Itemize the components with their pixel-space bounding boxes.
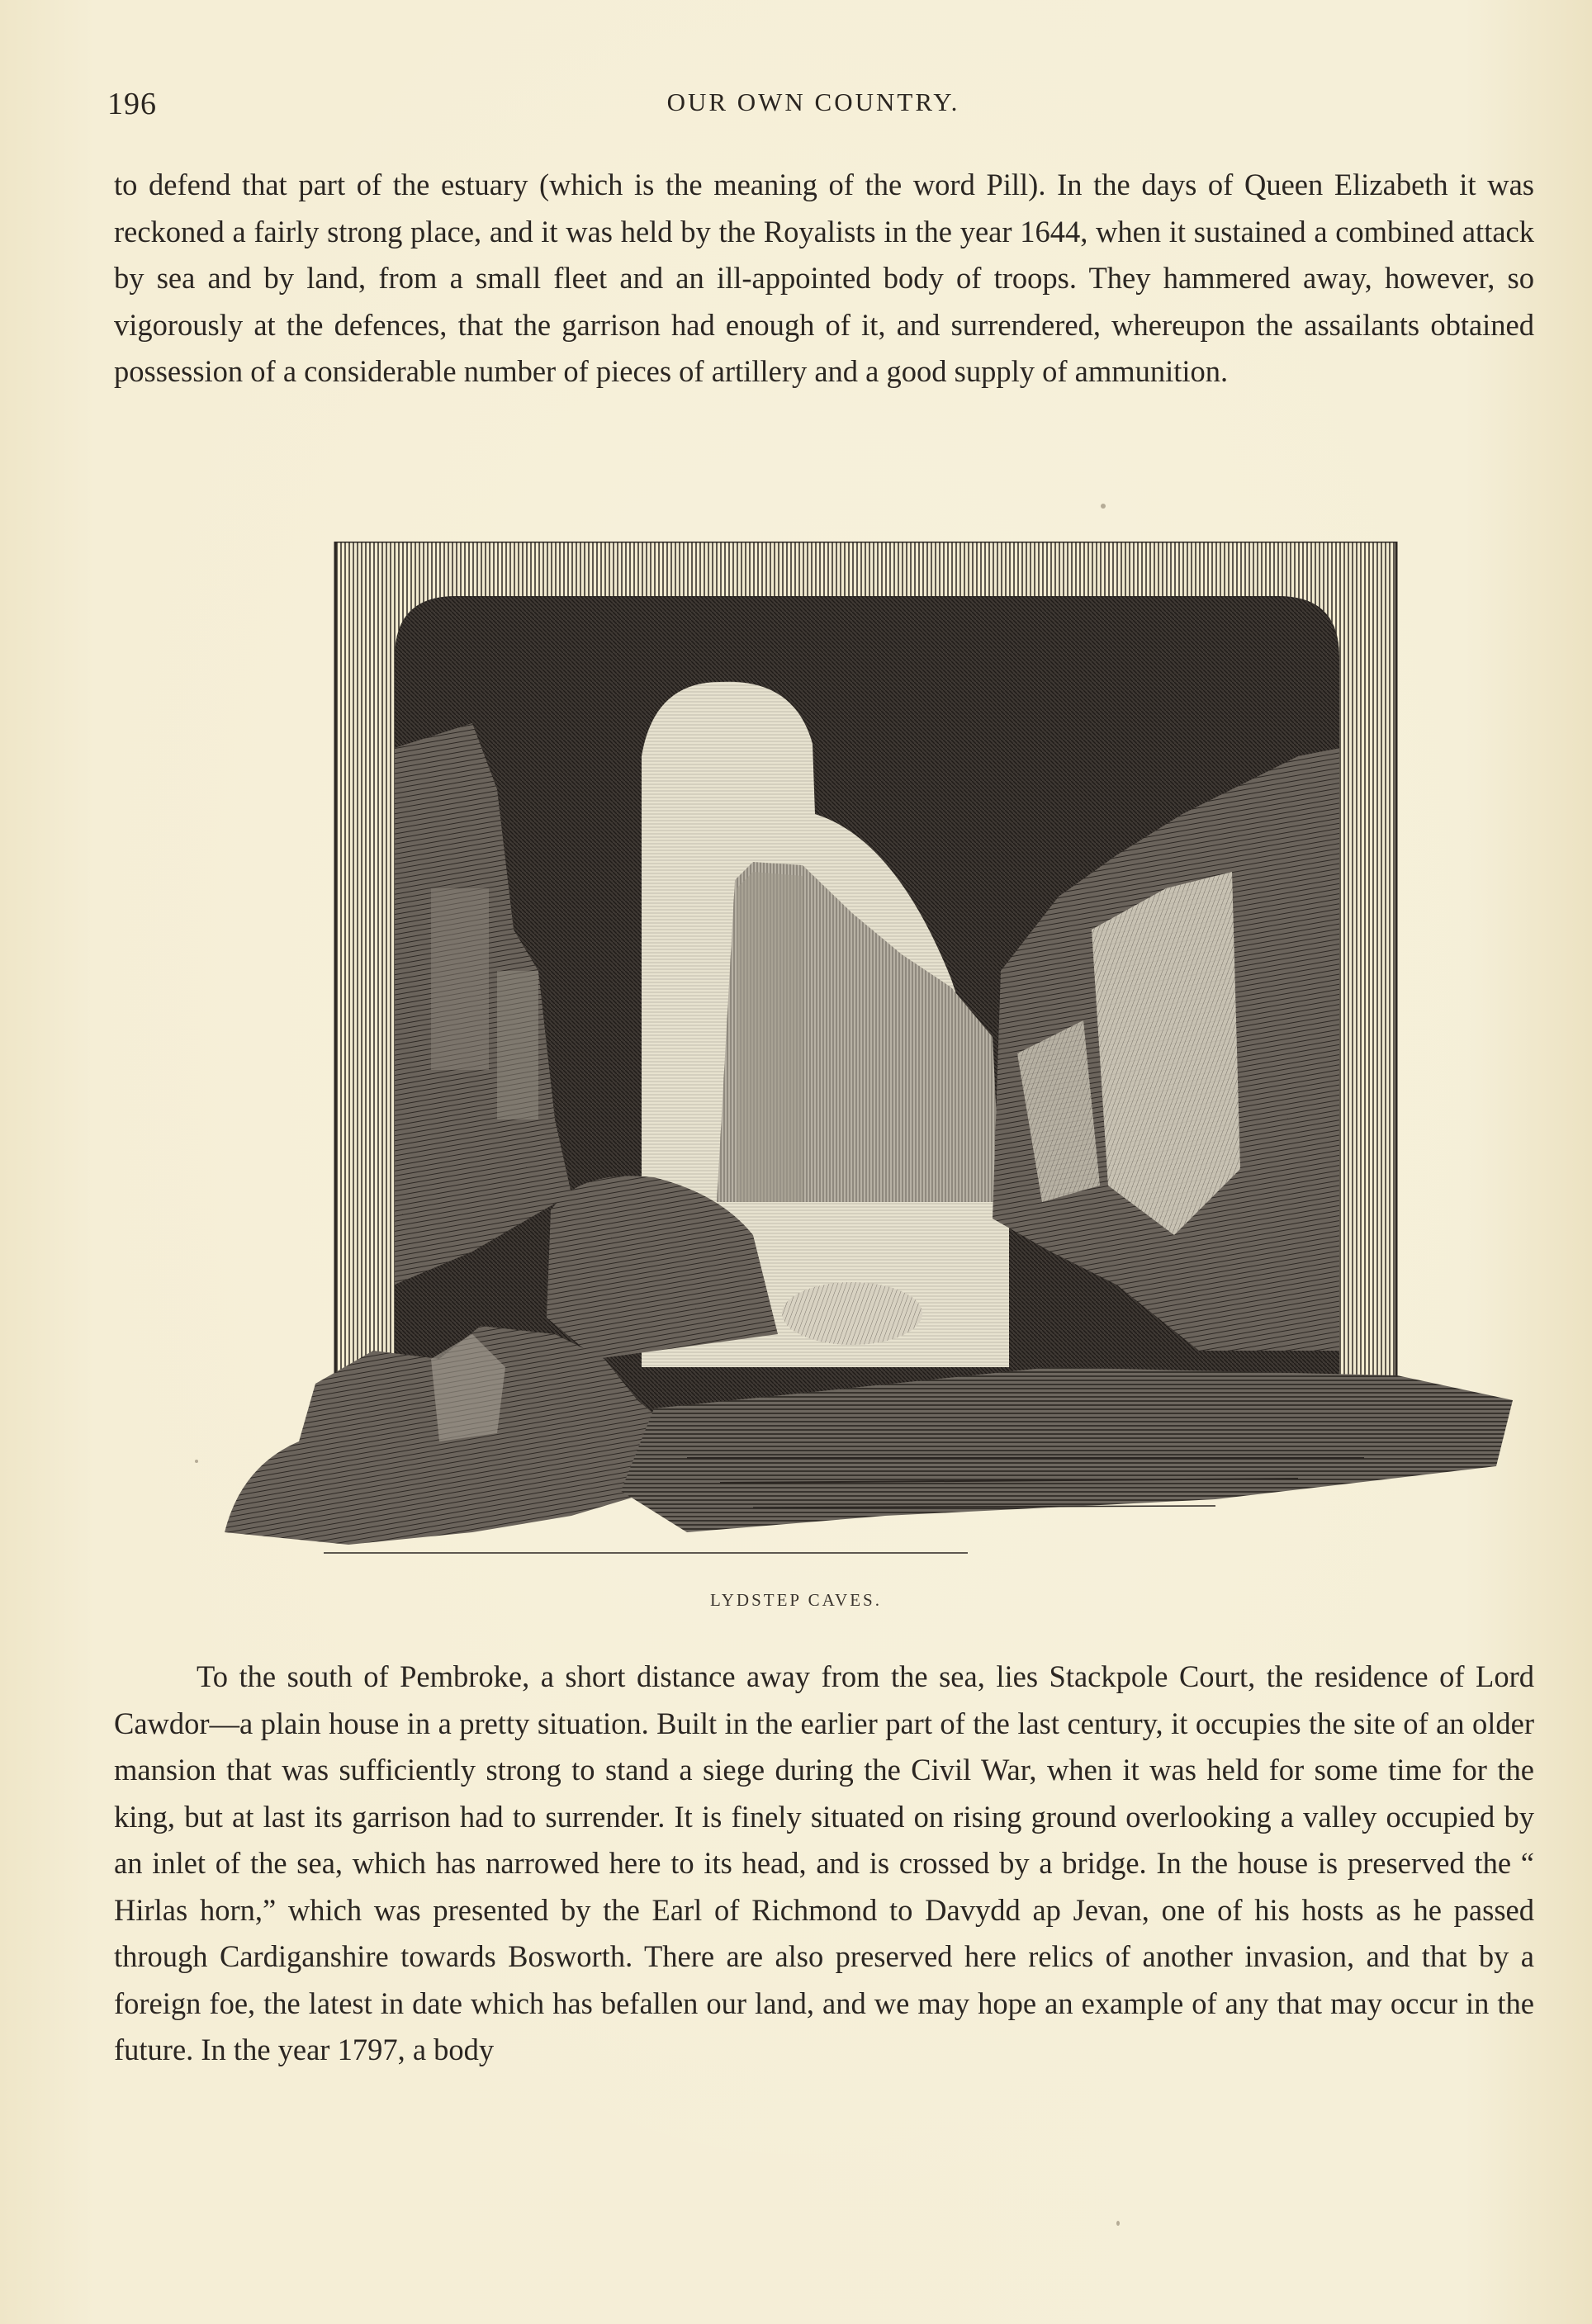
paragraph-bottom: To the south of Pembroke, a short distance away from the sea, lies Stackpole Court, the residence of Lord Cawdor—a plain house in a pretty situation. Built in the earlier part of the last century, it occupies the site of an older mansion that was sufficiently strong to stand a siege during the Civil War, when it was held for some time for the king, but at last its garrison had to surrender. It is finely situated on rising ground overlooking a valley occupied by an inlet of the sea, which has narrowed here to its head, and is crossed by a bridge. In the house is preserved the “ Hirlas horn,” which was presented by the Earl of Richmond to Davydd ap Jevan, one of his hosts as he passed through Cardiganshire towards Bosworth. There are also preserved here relics of another invasion, and that by a foreign foe, the latest in date which has befallen our land, and we may hope an example of any that may occur in the future. In the year 1797, a body bbox=[114, 1659, 1534, 2066]
figure-caption: LYDSTEP CAVES. bbox=[710, 1590, 882, 1610]
running-title: OUR OWN COUNTRY. bbox=[666, 88, 960, 116]
running-head bbox=[107, 79, 1519, 129]
paper-speck bbox=[195, 1460, 198, 1463]
paper-speck bbox=[1116, 2221, 1120, 2226]
paragraph-top: to defend that part of the estuary (which is the meaning of the word Pill). In the days of Queen Elizabeth it was reckoned a fairly strong place, and it was held by the Royalists in the year 1644, when it sustained a combined attack by sea and by land, from a small fleet and an ill-appointed body of troops. They hammered away, however, so vigorously at the defences, that the garrison had enough of it, and surrendered, whereupon the assailants obtained possession of a considerable number of pieces of artillery and a good supply of ammunition. bbox=[114, 168, 1534, 388]
paper-speck bbox=[1101, 504, 1106, 509]
page-number: 196 bbox=[107, 87, 157, 121]
boulder-light bbox=[782, 1282, 922, 1345]
engraving-lydstep-caves bbox=[225, 542, 1513, 1565]
